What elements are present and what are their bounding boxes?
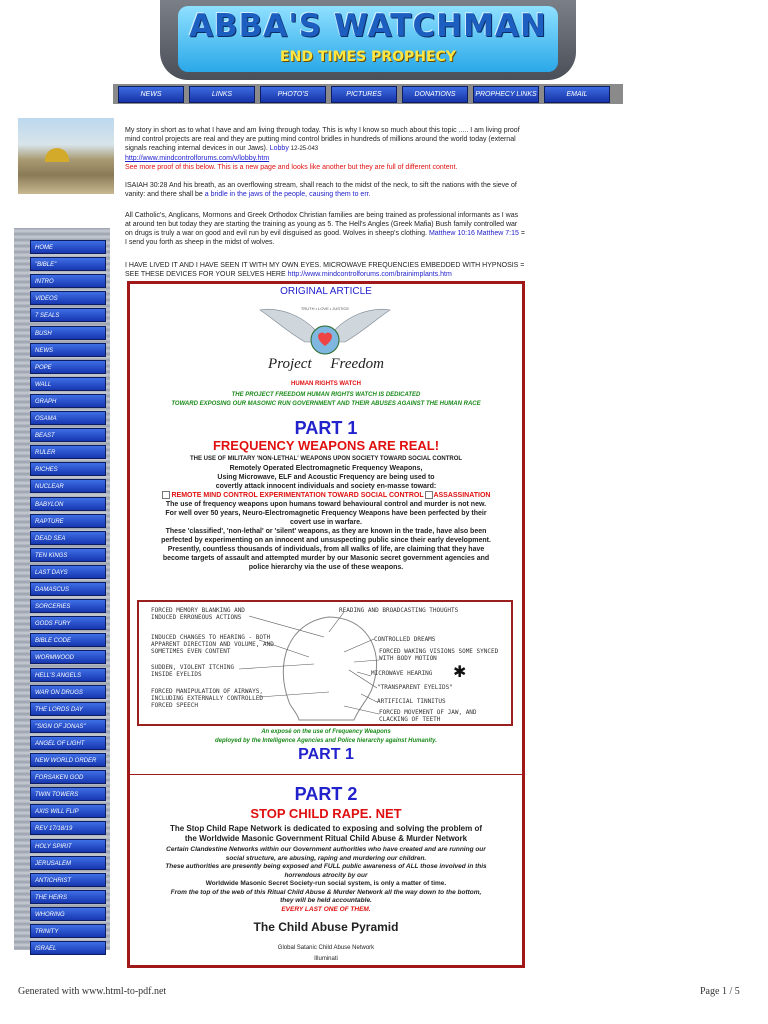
intro-date: 12-25-043 [290,146,319,152]
sidebar-item-26[interactable]: WAR ON DRUGS [30,685,106,699]
intro-paragraph [125,126,525,172]
label-memory-blanking: FORCED MEMORY BLANKING AND INDUCED ERRONEOUS ACTIONS [151,607,245,621]
scr-line-3: Certain Clandestine Networks within our Government authorities who have created and are running our [166,846,486,853]
sidebar-item-15[interactable]: BABYLON [30,497,106,511]
matthew-7-15-link[interactable]: Matthew 7:15 [476,230,519,237]
remote-line-3: covertly attack innocent individuals and society en-masse toward: [215,483,437,490]
asterisk-icon: ✱ [453,664,467,681]
sidebar-item-30[interactable]: NEW WORLD ORDER [30,753,106,767]
label-tinnitus: ARTIFICIAL TINNITUS [377,698,446,705]
sidebar-item-4[interactable]: 7 SEALS [30,308,106,322]
sidebar-item-20[interactable]: DAMASCUS [30,582,106,596]
stop-child-rape-title: STOP CHILD RAPE. NET [250,806,402,821]
scr-line-8: From the top of the web of this Ritual Child Abuse & Murder Network all the way down to the bottom, [170,888,482,896]
checkbox-icon [162,491,170,499]
part-2-heading[interactable]: PART 2 [294,784,358,804]
sidebar-item-37[interactable]: ANTICHRIST [30,873,106,887]
sidebar-item-2[interactable]: INTRO [30,274,106,288]
original-article-link[interactable]: ORIGINAL ARTICLE [280,286,372,297]
sidebar-item-29[interactable]: ANGEL OF LIGHT [30,736,106,750]
part-1-link[interactable]: PART 1 [298,746,354,763]
nav-donations[interactable]: DONATIONS [402,86,468,103]
human-rights-watch: HUMAN RIGHTS WATCH [291,381,361,387]
sidebar-item-22[interactable]: GODS FURY [30,616,106,630]
project-freedom-logo-text: Project Freedom [268,356,384,372]
lived-text: I HAVE LIVED IT AND I HAVE SEEN IT WITH MY OWN EYES. MICROWAVE FREQUENCIES EMBEDDED WITH HYPNOSIS = SEE THESE DEVICES FOR YOUR SELVES HERE [125,262,525,278]
label-dreams: CONTROLLED DREAMS [374,636,436,643]
scr-line-4: social structure, are abusing, raping and murdering our children. [225,854,427,862]
body-line-2: For well over 50 years, Neuro-Electromagnetic Frequency Weapons have been perfected by their [165,510,487,517]
sidebar-item-36[interactable]: JERUSALEM [30,856,106,870]
sidebar-item-41[interactable]: ISRAEL [30,941,106,955]
sidebar-item-39[interactable]: WHORING [30,907,106,921]
sidebar-item-6[interactable]: NEWS [30,343,106,357]
nav-links[interactable]: LINKS [189,86,255,103]
body-line-3: covert use in warfare. [290,519,362,526]
families-paragraph [125,211,525,247]
scr-line-9: they will be held accountable. [280,897,372,904]
body-line-4: These 'classified', 'non-lethal' or 'silent' weapons, as they are known in the trade, have also been [165,528,487,535]
lived-paragraph [125,261,525,279]
scr-line-5: These authorities are presently being exposed and FULL public awareness of ALL those involved in this [165,863,487,870]
nav-prophecy-links[interactable]: PROPHECY LINKS [473,86,539,103]
sidebar-item-34[interactable]: REV 17/18/19 [30,821,106,835]
expose-line-2: deployed by the Intelligence Agencies and Police hierarchy against Humanity. [215,738,437,744]
sidebar-item-10[interactable]: OSAMA [30,411,106,425]
brain-implants-link[interactable]: http://www.mindcontrolforums.com/brainimplants.htm [287,271,452,278]
pyramid-title: The Child Abuse Pyramid [253,920,399,934]
frequency-weapons-title: FREQUENCY WEAPONS ARE REAL! [212,438,440,453]
lobby-url-link[interactable]: http://www.mindcontrolforums.com/v/lobby.htm [125,155,270,162]
remote-line-2: Using Microwave, ELF and Acoustic Frequency are being used to [217,474,435,481]
part-1-heading[interactable]: PART 1 [294,418,358,438]
scr-body [129,846,523,914]
label-airways: FORCED MANIPULATION OF AIRWAYS, INCLUDING EXTERNALLY CONTROLLED FORCED SPEECH [151,688,263,709]
more-proof-text: See more proof of this below. This is a new page and looks like another but they are full of different content. [125,164,458,171]
nav-email[interactable]: EMAIL [544,86,610,103]
label-waking-visions: FORCED WAKING VISIONS SOME SYNCED WITH BODY MOTION [379,648,499,662]
nav-pictures[interactable]: PICTURES [331,86,397,103]
nav-news[interactable]: NEWS [118,86,184,103]
sidebar-item-28[interactable]: "SIGN OF JONAS" [30,719,106,733]
sidebar-item-33[interactable]: AXIS WILL FLIP [30,804,106,818]
isaiah-text: ISAIAH 30:28 And his breath, as an overflowing stream, shall reach to the midst of the neck, to sift the nations with the sieve of vanity: and there shall be [125,182,517,198]
sidebar-item-1[interactable]: "BIBLE" [30,257,106,271]
scr-line-7: Worldwide Masonic Secret Society-run social system, is only a matter of time. [205,880,447,887]
project-freedom-wings-icon [250,302,400,362]
nav-photos[interactable]: PHOTO'S [260,86,326,103]
remote-red-line: REMOTE MIND CONTROL EXPERIMENTATION TOWARD SOCIAL CONTROL [171,492,424,499]
sidebar-item-24[interactable]: WORMWOOD [30,650,106,664]
lobby-link[interactable]: Lobby [269,145,289,152]
isaiah-paragraph [125,181,525,199]
page-number: Page 1 / 5 [700,986,740,997]
sidebar-item-12[interactable]: RULER [30,445,106,459]
families-text: All Catholic's, Anglicans, Mormons and Greek Orthodox Christian families are being trained as professional informants as I was at around ten but today they are starting the training as young as 5. The Hell's Angles (Greek Mafia) Bush family controlled war on drugs is truly a war on good and evil run by evil disguised as good. Wolves in sheep's clothing. [125,212,519,237]
sidebar-item-31[interactable]: FORSAKEN GOD [30,770,106,784]
label-hearing-changes: INDUCED CHANGES TO HEARING - BOTH APPARENT DIRECTION AND VOLUME, AND SOMETIMES EVEN CONTENT [151,634,274,655]
dedicated-line-2: TOWARD EXPOSING OUR MASONIC RUN GOVERNMENT AND THEIR ABUSES AGAINST THE HUMAN RACE [171,401,481,407]
label-reading-thoughts: READING AND BROADCASTING THOUGHTS [339,607,459,614]
global-network-label: Global Satanic Child Abuse Network [277,945,375,951]
scr-intro [129,824,523,844]
sidebar-item-40[interactable]: TRINITY [30,924,106,938]
dedicated-line-1: THE PROJECT FREEDOM HUMAN RIGHTS WATCH IS DEDICATED [231,392,421,398]
body-line-5: perfected by experimenting on an innocent and unsuspecting public since their early development. [161,537,491,544]
families-end-text: = I send you forth as sheep in the midst of wolves. [125,230,525,246]
sidebar-item-9[interactable]: GRAPH [30,394,106,408]
sidebar-item-18[interactable]: TEN KINGS [30,548,106,562]
sidebar-item-8[interactable]: WALL [30,377,106,391]
sidebar-item-19[interactable]: LAST DAYS [30,565,106,579]
sidebar-item-7[interactable]: POPE [30,360,106,374]
site-title: ABBA'S WATCHMAN [189,8,547,44]
site-subtitle: END TIMES PROPHECY [280,49,456,65]
sidebar-item-38[interactable]: THE HEIRS [30,890,106,904]
remote-line-1: Remotely Operated Electromagnetic Frequency Weapons, [229,465,423,472]
label-microwave-hearing: MICROWAVE HEARING [371,670,433,677]
scr-line-10: EVERY LAST ONE OF THEM. [281,905,371,913]
sidebar-item-3[interactable]: VIDEOS [30,291,106,305]
isaiah-highlight: a bridle in the jaws of the people, causing them to err. [204,191,371,198]
expose-line-1: An exposé on the use of Frequency Weapons [261,729,391,735]
body-line-7: become targets of assault and attempted murder by our Masonic secret government agencies and [162,555,490,562]
military-line: THE USE OF MILITARY 'NON-LETHAL' WEAPONS UPON SOCIETY TOWARD SOCIAL CONTROL [189,456,463,462]
sidebar-item-35[interactable]: HOLY SPIRIT [30,839,106,853]
label-jaw-movement: FORCED MOVEMENT OF JAW, AND CLACKING OF TEETH [379,709,477,723]
sidebar-item-32[interactable]: TWIN TOWERS [30,787,106,801]
sidebar-item-16[interactable]: RAPTURE [30,514,106,528]
body-line-1: The use of frequency weapons upon humans toward behavioural control and murder is not new. [165,501,487,508]
sidebar-item-0[interactable]: HOME [30,240,106,254]
assassination-label: ASSASSINATION [433,492,491,499]
sidebar-item-11[interactable]: BEAST [30,428,106,442]
divider [129,774,523,775]
label-transparent-eyelids: "TRANSPARENT EYELIDS" [377,684,453,691]
sidebar-item-21[interactable]: SORCERIES [30,599,106,613]
frequency-effects-diagram [137,600,513,726]
scr-line-1: The Stop Child Rape Network is dedicated to exposing and solving the problem of [169,824,483,833]
label-itching: SUDDEN, VIOLENT ITCHING INSIDE EYELIDS [151,664,235,678]
matthew-10-16-link[interactable]: Matthew 10:16 [428,230,475,237]
scr-line-6: horrendous atrocity by our [284,871,368,879]
sidebar-item-13[interactable]: RICHES [30,462,106,476]
remote-paragraph [129,464,523,572]
sidebar-item-23[interactable]: BIBLE CODE [30,633,106,647]
illuminati-label: Illuminati [314,956,338,962]
footer-generator: Generated with www.html-to-pdf.net [18,986,167,997]
body-line-8: police hierarchy via the use of these weapons. [248,564,404,571]
logo-motto: TRUTH • LOVE • JUSTICE [300,306,350,311]
scr-line-2: the Worldwide Masonic Government Ritual Child Abuse & Murder Network [184,834,468,843]
sidebar-item-27[interactable]: THE LORDS DAY [30,702,106,716]
body-line-6: Presently, countless thousands of individuals, from all walks of life, are claiming that they have [167,546,485,553]
intro-text: My story in short as to what I have and am living through today. This is why I know so much about this topic ..... I am living proof mind control projects are real and they are putting mind control bridles in hundreds of millions around the world today (external signals reaching internal devices in our Jaws). [125,127,520,152]
sidebar-item-14[interactable]: NUCLEAR [30,479,106,493]
sidebar-item-17[interactable]: DEAD SEA [30,531,106,545]
sidebar-item-25[interactable]: HELL'S ANGELS [30,668,106,682]
sidebar-item-5[interactable]: BUSH [30,326,106,340]
